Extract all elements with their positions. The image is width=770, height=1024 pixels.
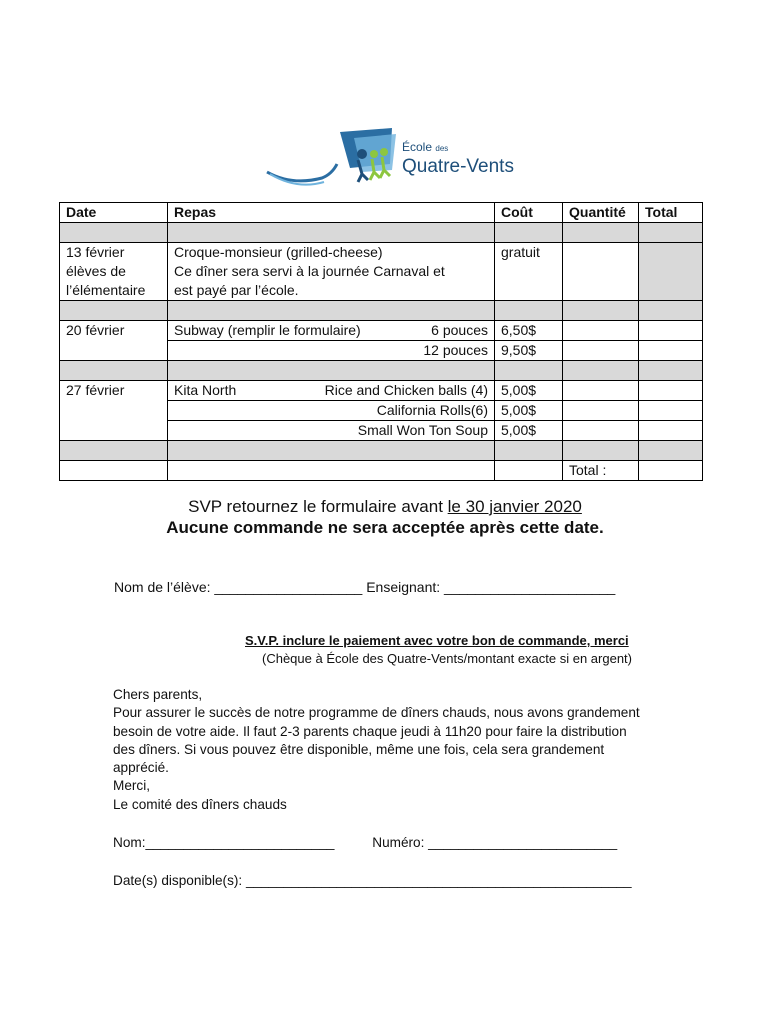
row1-date: 13 février élèves de l’élémentaire xyxy=(60,243,168,301)
row3-qty1[interactable] xyxy=(563,381,639,401)
payment-details: (Chèque à École des Quatre-Vents/montant exacte si en argent) xyxy=(262,651,632,666)
row3-qty3[interactable] xyxy=(563,421,639,441)
row3-option2: California Rolls(6) xyxy=(168,401,495,421)
row2-total1[interactable] xyxy=(639,321,703,341)
return-notice: SVP retournez le formulaire avant le 30 janvier 2020 xyxy=(188,497,582,516)
spacer-row xyxy=(60,441,703,461)
row1-repas: Croque-monsieur (grilled-cheese) Ce dîner sera servi à la journée Carnaval et est payé par l’école. xyxy=(168,243,495,301)
row1-cout: gratuit xyxy=(495,243,563,301)
total-row xyxy=(60,461,703,481)
row3-total1[interactable] xyxy=(639,381,703,401)
volunteer-name-number[interactable]: Nom:_________________________ Numéro: _________________________ xyxy=(113,835,618,850)
spacer-row xyxy=(60,223,703,243)
parent-letter: Chers parents, Pour assurer le succès de notre programme de dîners chauds, nous avons grandement besoin de votre aide. Il faut 2-3 parents chaque jeudi à 11h20 pour faire la distribution des dîners. Si vous pouvez être disponible, même une fois, cela sera grandement apprécié. Merci, Le comité des dîners chauds xyxy=(113,687,640,812)
row2-price2: 9,50$ xyxy=(495,341,563,361)
row3-date: 27 février xyxy=(60,381,168,441)
header-total: Total xyxy=(639,203,703,223)
table-header-row xyxy=(60,203,703,223)
row2-repas: Subway (remplir le formulaire) 6 pouces xyxy=(168,321,495,341)
row3-option3: Small Won Ton Soup xyxy=(168,421,495,441)
spacer-row xyxy=(60,301,703,321)
row3-total2[interactable] xyxy=(639,401,703,421)
header-quantite: Quantité xyxy=(563,203,639,223)
row2-qty2[interactable] xyxy=(563,341,639,361)
row2-option2: 12 pouces xyxy=(168,341,495,361)
row1-total xyxy=(639,243,703,301)
menu-table xyxy=(59,202,703,481)
row3-repas: Kita North Rice and Chicken balls (4) xyxy=(168,381,495,401)
row3-qty2[interactable] xyxy=(563,401,639,421)
row2-date: 20 février xyxy=(60,321,168,361)
volunteer-dates[interactable]: Date(s) disponible(s): ___________________________________________________ xyxy=(113,873,632,888)
logo-line2: Quatre-Vents xyxy=(402,156,514,177)
logo-line1: École des xyxy=(402,140,449,154)
row3-price3: 5,00$ xyxy=(495,421,563,441)
table-row xyxy=(60,381,703,401)
row3-price2: 5,00$ xyxy=(495,401,563,421)
deadline-notice: Aucune commande ne sera acceptée après cette date. xyxy=(166,518,604,537)
spacer-row xyxy=(60,361,703,381)
header-date: Date xyxy=(60,203,168,223)
row2-qty1[interactable] xyxy=(563,321,639,341)
student-teacher-fields[interactable]: Nom de l’élève: ___________________ Enseignant: ______________________ xyxy=(114,579,616,595)
payment-notice: S.V.P. inclure le paiement avec votre bon de commande, merci xyxy=(245,633,629,648)
table-row xyxy=(60,243,703,301)
row3-price1: 5,00$ xyxy=(495,381,563,401)
total-label: Total : xyxy=(563,461,639,481)
row2-price1: 6,50$ xyxy=(495,321,563,341)
header-cout: Coût xyxy=(495,203,563,223)
row1-quantite[interactable] xyxy=(563,243,639,301)
table-row xyxy=(60,321,703,341)
grand-total[interactable] xyxy=(639,461,703,481)
row2-total2[interactable] xyxy=(639,341,703,361)
header-repas: Repas xyxy=(168,203,495,223)
row3-total3[interactable] xyxy=(639,421,703,441)
